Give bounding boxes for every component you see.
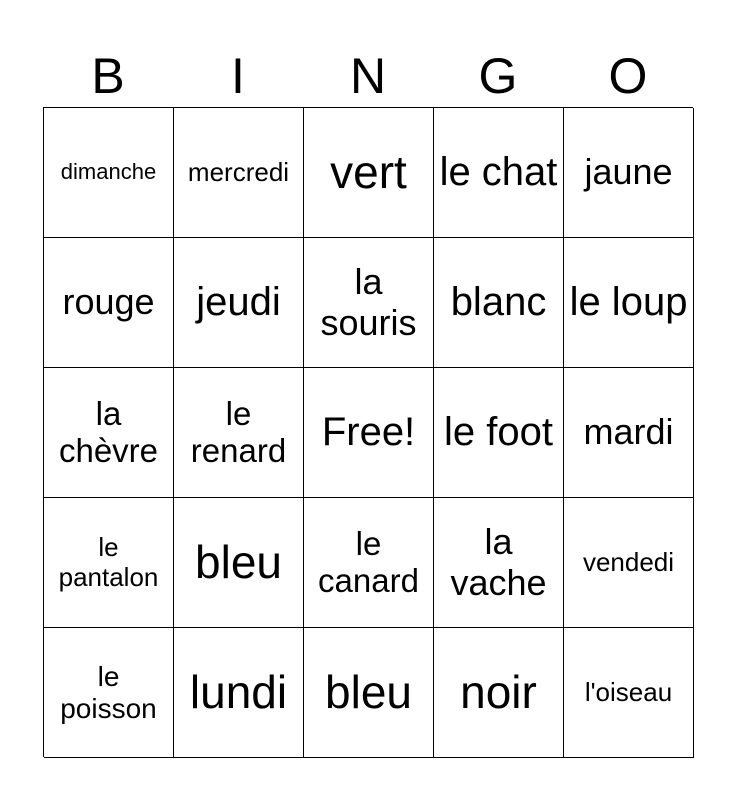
cell-label: rouge <box>62 281 155 323</box>
header-letter-b: B <box>91 48 125 104</box>
bingo-cell-r1-c4[interactable] <box>434 108 564 238</box>
bingo-board <box>43 107 693 757</box>
cell-label: lundi <box>189 665 288 718</box>
bingo-cell-r2-c2[interactable] <box>174 238 304 368</box>
bingo-cell-r4-c2[interactable] <box>174 498 304 628</box>
cell-label: noir <box>460 665 537 718</box>
bingo-cell-r4-c3[interactable] <box>304 498 434 628</box>
header-letter-o: O <box>608 48 648 104</box>
bingo-cell-r5-c5[interactable] <box>564 628 694 758</box>
bingo-cell-r5-c4[interactable] <box>434 628 564 758</box>
cell-label: la chèvre <box>58 394 159 469</box>
bingo-cell-r3-c4[interactable] <box>434 368 564 498</box>
bingo-cell-r1-c3[interactable] <box>304 108 434 238</box>
bingo-cell-r1-c1[interactable] <box>44 108 174 238</box>
cell-label: vendedi <box>582 546 675 577</box>
bingo-cell-r5-c1[interactable] <box>44 628 174 758</box>
bingo-cell-r3-c5[interactable] <box>564 368 694 498</box>
cell-label: la vache <box>450 521 547 603</box>
cell-label: le poisson <box>60 661 157 724</box>
cell-label: le chat <box>439 150 558 195</box>
header-letter-g: G <box>478 48 518 104</box>
bingo-cell-r2-c1[interactable] <box>44 238 174 368</box>
bingo-cell-r3-c2[interactable] <box>174 368 304 498</box>
bingo-cell-r5-c3[interactable] <box>304 628 434 758</box>
bingo-cell-r2-c4[interactable] <box>434 238 564 368</box>
cell-label: vert <box>330 145 407 198</box>
cell-label: le loup <box>569 280 688 325</box>
cell-label: le foot <box>444 410 553 455</box>
cell-label: bleu <box>195 535 282 588</box>
bingo-cell-r2-c5[interactable] <box>564 238 694 368</box>
bingo-cell-r3-c1[interactable] <box>44 368 174 498</box>
bingo-cell-r1-c5[interactable] <box>564 108 694 238</box>
cell-label: jaune <box>584 151 673 193</box>
bingo-header <box>43 46 693 106</box>
bingo-cell-r2-c3[interactable] <box>304 238 434 368</box>
cell-label: mardi <box>583 411 674 453</box>
bingo-cell-r4-c4[interactable] <box>434 498 564 628</box>
bingo-cell-r4-c5[interactable] <box>564 498 694 628</box>
header-letter-n: N <box>349 48 387 104</box>
cell-label: Free! <box>321 410 416 455</box>
bingo-cell-r5-c2[interactable] <box>174 628 304 758</box>
cell-label: dimanche <box>60 159 157 185</box>
cell-label: blanc <box>450 280 547 325</box>
cell-label: mercredi <box>187 156 290 187</box>
cell-label: le renard <box>190 394 287 469</box>
cell-label: le pantalon <box>58 532 159 592</box>
bingo-cell-free[interactable] <box>304 368 434 498</box>
bingo-cell-r4-c1[interactable] <box>44 498 174 628</box>
cell-label: le canard <box>318 524 419 599</box>
cell-label: bleu <box>325 665 412 718</box>
cell-label: la souris <box>320 261 417 343</box>
bingo-cell-r1-c2[interactable] <box>174 108 304 238</box>
header-letter-i: I <box>231 48 245 104</box>
cell-label: jeudi <box>196 280 281 325</box>
cell-label: l'oiseau <box>584 676 673 707</box>
